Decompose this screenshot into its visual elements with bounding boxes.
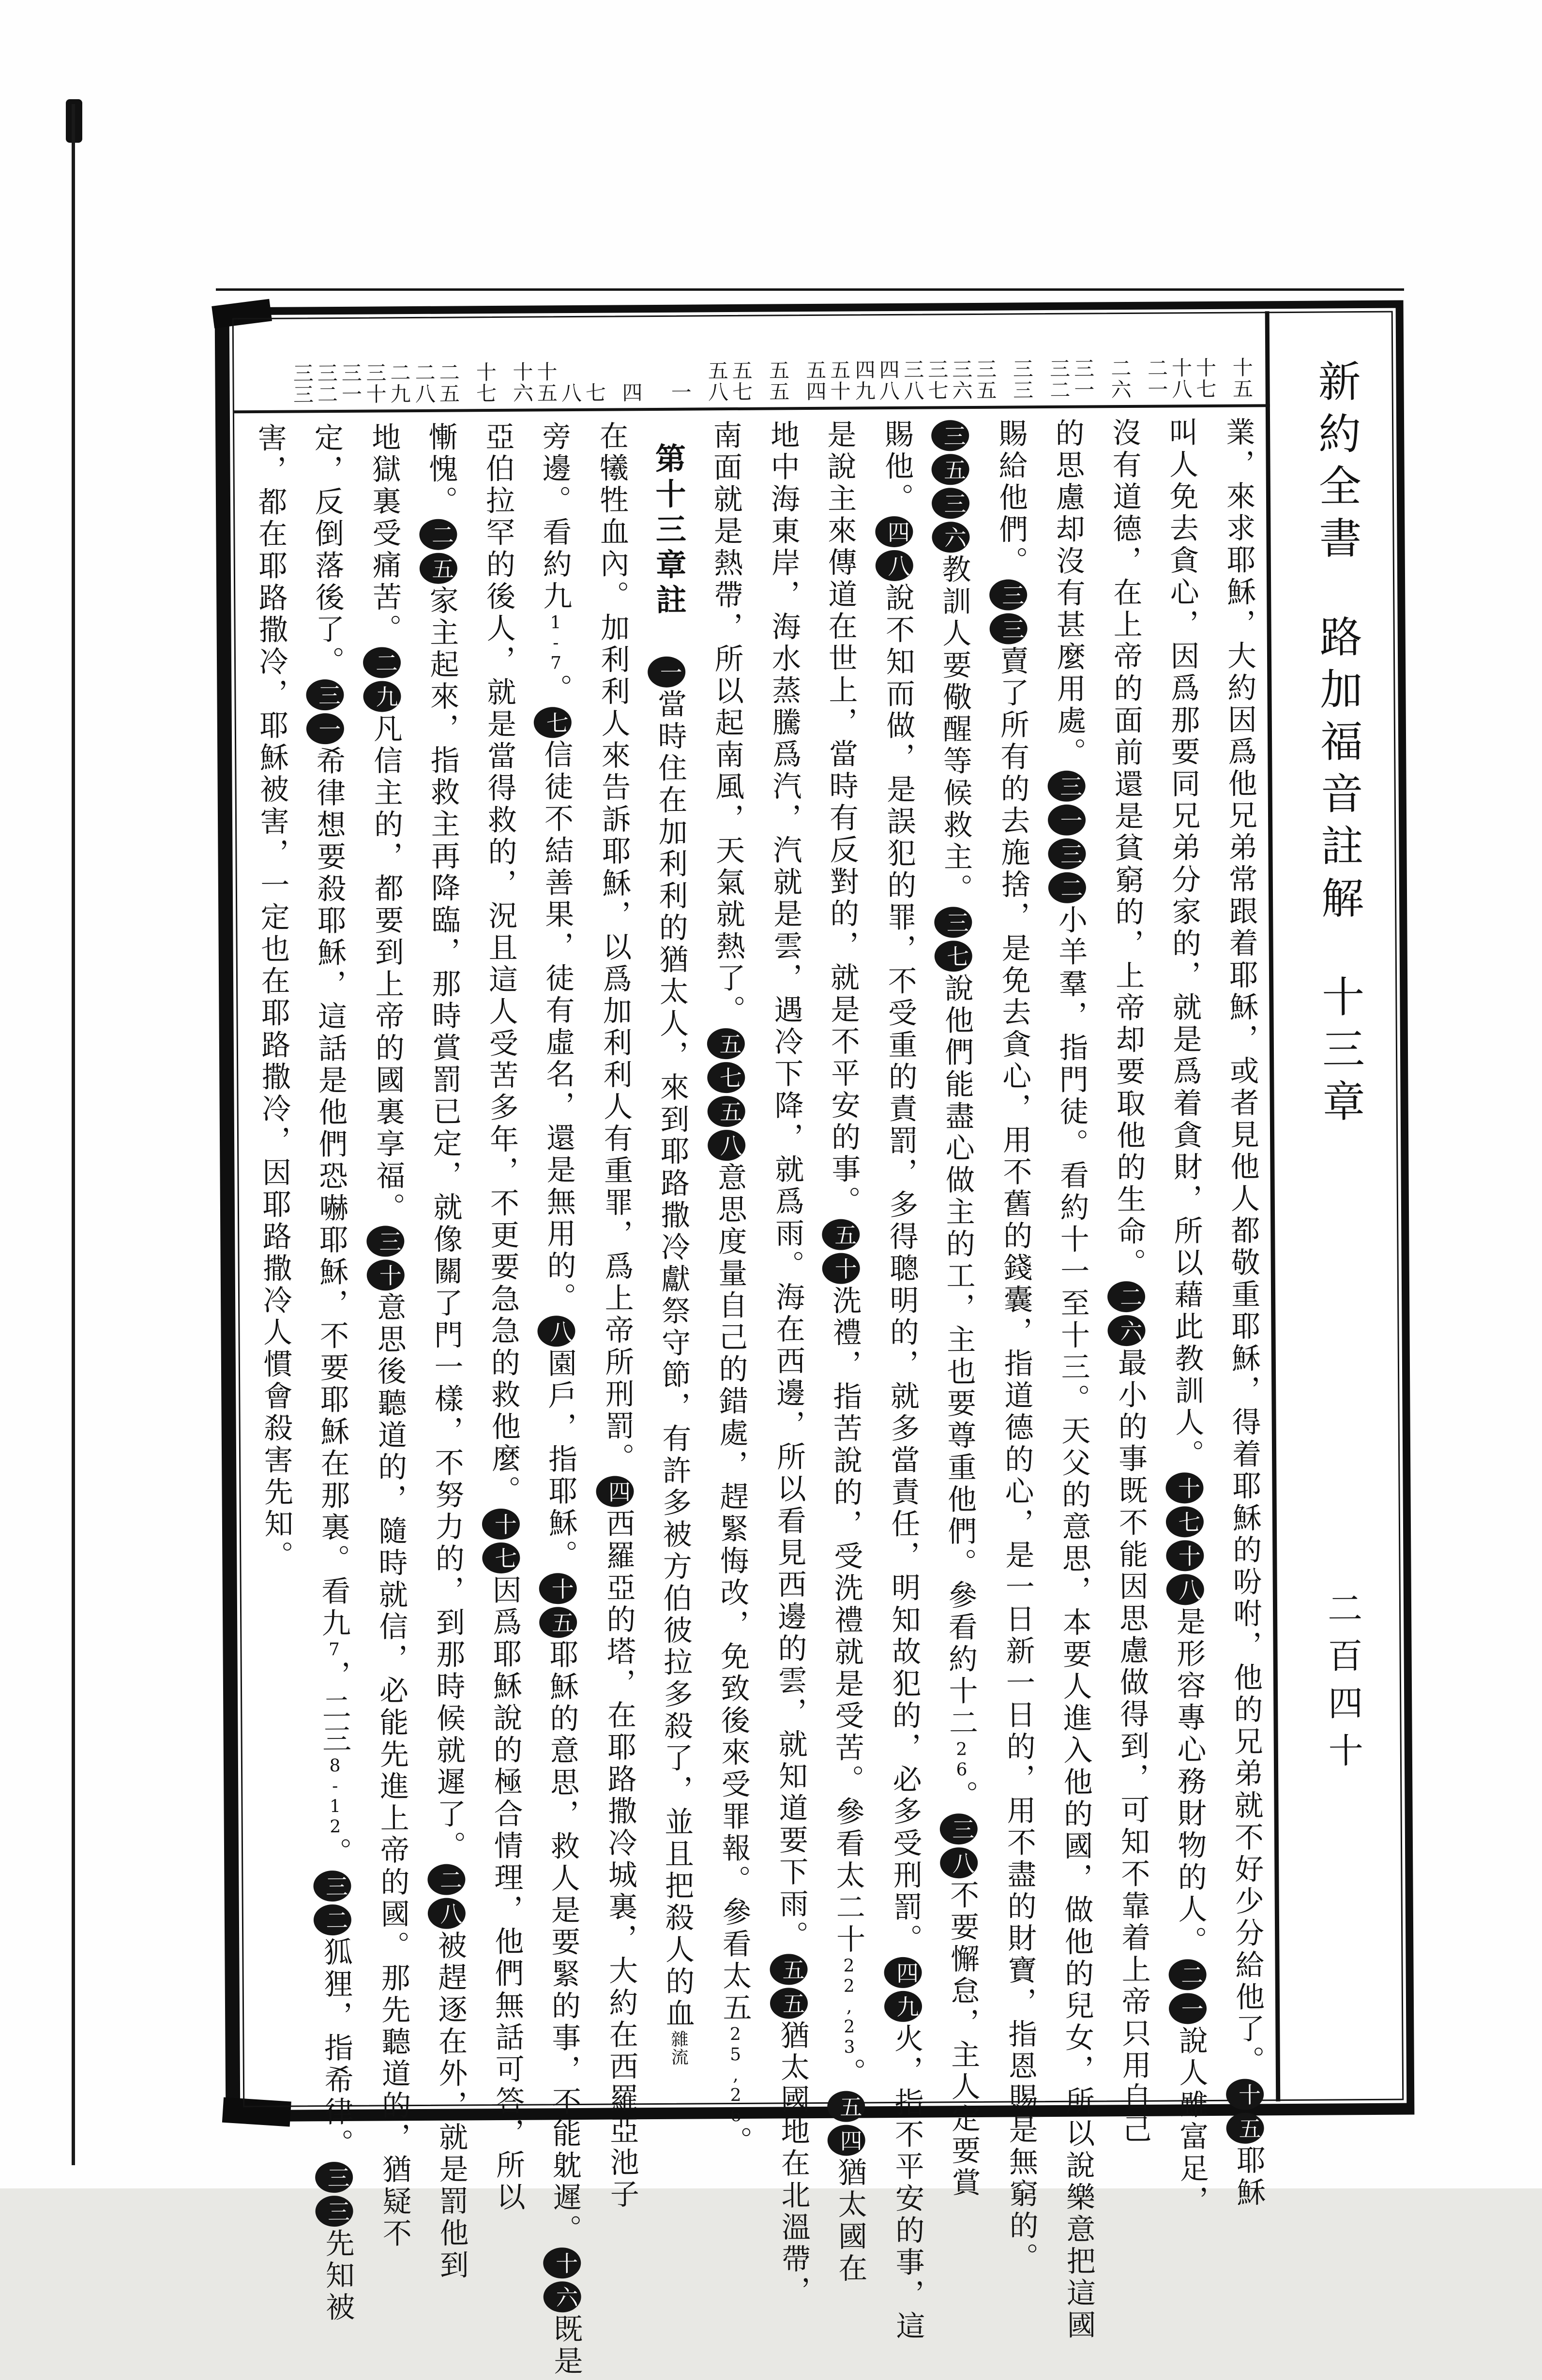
verse-badge: 七 [707,1062,745,1093]
verse-badge: 五 [707,1096,745,1127]
margin-verse-number: 三一 [338,362,363,405]
page-number: 二百四十 [1321,1590,1364,1780]
margin-slot-18 [241,324,290,406]
verse-badge: 七 [1165,1506,1203,1537]
verse-badge: 六 [544,2281,581,2312]
verse-badge: 五 [707,1028,744,1059]
verse-badge: 五 [822,1219,860,1250]
margin-verse-number: 十五 [534,361,558,404]
small-reference: 22,23 [839,1956,860,2058]
verse-badge: 一 [306,713,344,744]
margin-slot-11 [655,321,704,403]
body-column-15: 慚愧。二五家主起來，指救主再降臨，那時賞罰已定，就像關了門一樣，不努力的，到那時候就遲了。二八被趕逐在外，就是罰他到 [412,421,479,2081]
verse-badge: 六 [1107,1315,1145,1346]
body-column-1: 業，來求耶穌，大約因爲他兄弟常跟着耶穌，或者見他人都敬重耶穌，得着耶穌的吩咐，他的兄弟就不好少分給他了。十五耶穌 [1221,417,1266,2209]
small-reference: 7 [324,1639,345,1661]
verse-badge: 十 [543,2247,581,2278]
verse-badge: 六 [932,522,969,553]
title-segment: 路加福音註解 [1313,614,1365,928]
verse-badge: 五 [539,1607,577,1638]
margin-verse-number: 五七 [729,359,754,403]
verse-badge: 十 [822,1253,860,1284]
body-column-6: 三五三六教訓人要儆醒等候救主。三七說他們能盡心做主的工，主也要尊重他們。參看約十二26。三八不要懈怠，主人定要賞 [925,419,992,2079]
small-reference: 8-12 [325,1755,346,1838]
body-column-4: 的思慮却沒有甚麼用處。三一三二小羊羣，指門徒。看約十一至十三。天父的意思，本要人進入他的國，做他的兒女，所以說樂意把這國 [1039,418,1105,2078]
verse-badge: 一 [647,657,685,688]
small-reference: 雜流 [668,2030,689,2066]
margin-verse-number: 三二 [1047,358,1071,401]
book-title [1305,359,1371,1132]
verse-badge: 三 [939,1813,977,1844]
body-column-7: 賜他。四八說不知而做，是誤犯的罪，不受重的責罰，多得聰明的，就多當責任，明知故犯的，必多受刑罰。四九火，指不平安的事，這 [868,419,935,2079]
verse-badge: 十 [1226,2079,1264,2110]
body-columns [241,417,1276,2378]
margin-band-rule [234,404,1270,413]
verse-badge: 八 [537,1316,575,1347]
verse-badge: 十 [539,1573,577,1604]
margin-verse-number: 七 [582,382,606,404]
verse-badge: 十 [482,1509,520,1540]
verse-badge: 三 [934,907,972,938]
verse-badge: 四 [596,1476,634,1507]
page-edge-line [72,104,75,2165]
margin-verse-number: 十六 [510,361,534,404]
verse-badge: 三 [313,1871,351,1901]
margin-verse-number: 四 [619,382,643,404]
verse-badge: 五 [770,1988,808,2019]
margin-verse-number: 三七 [925,359,949,402]
body-column-14: 亞伯拉罕的後人，就是當得救的，況且這人受苦多年，不更要急急的救他麼。十七因爲耶穌說的極合情理，他們無話可答，所以 [481,421,526,2214]
margin-verse-number: 十八 [1168,357,1193,400]
margin-slot-13 [509,322,606,404]
verse-badge: 四 [828,2125,865,2155]
body-column-17: 定，反倒落後了。三一希律想要殺耶穌，這話是他們恐嚇耶穌，不要耶穌在那裏。看九7，二三8-12。三二狐狸，指希律。三三先知被 [298,422,365,2082]
margin-verse-number: 十七 [473,361,498,404]
small-reference: 25,26 [725,2024,746,2126]
margin-verse-number: 五八 [705,360,729,403]
body-column-8: 是說主來傳道在世上，當時有反對的，就是不平安的事。五十洗禮，指苦說的，受洗禮就是受苦。參看太二十22,23。五四猶太國在 [822,419,868,2285]
margin-slot-6 [900,320,998,402]
verse-badge: 五 [770,1954,807,1985]
margin-slot-15 [411,323,460,404]
margin-verse-number: 一 [668,381,692,403]
verse-badge: 三 [315,2196,353,2227]
margin-verse-number: 二六 [1108,357,1132,401]
page-frame [215,300,1415,2378]
verse-badge: 二 [363,647,401,678]
margin-slot-2 [1144,318,1217,400]
verse-badge: 五 [1226,2112,1264,2143]
verse-badge: 十 [1166,1540,1204,1571]
verse-badge: 二 [427,1864,465,1895]
margin-verse-band [241,318,1266,405]
verse-badge: 三 [931,488,969,519]
verse-badge: 三 [1048,838,1086,869]
title-segment: 新約全書 [1311,359,1362,569]
body-column-2: 叫人免去貪心，因爲那要同兄弟分家的，就是爲着貪財，所以藉此教訓人。十七十八是形容專心務財物的人。二一說人雖富足， [1164,417,1209,2217]
margin-slot-10 [704,321,754,403]
body-column-11: 第十三章註一當時住在加利利的猶太人，來到耶路撒冷獻祭守節，有許多被方伯彼拉多殺了，並且把殺人的血雜流 [640,420,707,2080]
verse-badge: 三 [1047,771,1085,802]
margin-verse-number: 五四 [803,359,827,403]
margin-verse-number: 十七 [1193,357,1217,400]
margin-verse-number: 三十 [363,362,387,405]
verse-badge: 七 [534,707,572,738]
body-column-10: 南面就是熱帶，所以起南風，天氣就熱了。五七五八意思度量自己的錯處，趕緊悔改，免致後來受罪報。參看太五25,26。 [697,420,764,2080]
margin-slot-12 [606,322,655,404]
margin-slot-1 [1216,318,1266,400]
outer-top-rule [216,288,1404,291]
verse-badge: 三 [989,613,1027,644]
verse-badge: 三 [931,420,969,451]
margin-slot-8 [802,321,851,403]
frame-inner-rule [232,311,1404,2378]
verse-badge: 三 [989,579,1027,610]
verse-badge: 七 [934,941,972,972]
chapter-heading: 第十三章註 [650,442,688,620]
verse-badge: 二 [1107,1281,1145,1312]
margin-verse-number: 五五 [766,359,790,403]
verse-badge: 八 [940,1847,978,1878]
body-column-13: 旁邊。看約九1-7。七信徒不結善果，徒有虛名，還是無用的。八園戶，指耶穌。十五耶穌的意思，救人是要緊的事，不能躭遲。十六既是 [526,421,593,2081]
verse-badge: 八 [1166,1574,1204,1605]
verse-badge: 五 [931,454,969,485]
verse-badge: 十 [1165,1472,1203,1503]
margin-verse-number: 二八 [412,361,437,405]
verse-badge: 一 [1168,1993,1206,2024]
margin-verse-number: 二九 [387,362,411,405]
verse-badge: 三 [306,679,344,710]
margin-slot-9 [753,321,802,403]
margin-verse-number: 三六 [949,358,973,402]
margin-slot-3 [1095,319,1144,401]
margin-verse-number: 三三 [290,362,315,405]
margin-verse-number: 二一 [1144,357,1169,400]
verse-badge: 十 [367,1259,405,1290]
margin-slot-7 [851,320,900,402]
body-column-3: 沒有道德，在上帝的面前還是貧窮的，上帝却要取他的生命。二六最小的事既不能因思慮做得到，可知不靠着上帝只用自己 [1107,417,1152,2146]
verse-badge: 八 [875,550,913,581]
verse-badge: 一 [1047,805,1085,836]
small-reference: 1-7 [545,613,566,674]
verse-badge: 三 [315,2162,352,2193]
margin-verse-number: 五十 [827,359,851,402]
verse-badge: 二 [1168,1959,1206,1990]
margin-verse-number: 二五 [436,361,461,404]
body-column-12: 在犧牲血內。加利利人來告訴耶穌，以爲加利利人有重罪，爲上帝所刑罰。四西羅亞的塔，在耶路撒冷城裏，大約在西羅亞池子 [594,420,640,2211]
margin-verse-number: 四八 [876,359,901,402]
verse-badge: 二 [1048,872,1086,903]
margin-verse-number: 三三 [1010,358,1034,401]
verse-badge: 四 [875,516,913,547]
margin-slot-17 [289,324,363,405]
title-segment: 十三章 [1315,974,1366,1132]
margin-slot-16 [362,323,411,405]
margin-verse-number: 三五 [973,358,998,401]
verse-badge: 八 [707,1130,745,1161]
verse-badge: 七 [482,1542,520,1573]
margin-slot-5 [997,319,1046,401]
verse-badge: 三 [366,1226,404,1257]
small-reference: 26 [952,1739,972,1781]
verse-badge: 五 [419,553,457,584]
verse-badge: 二 [313,1904,351,1935]
verse-badge: 九 [884,1991,922,2022]
verse-badge: 九 [363,681,401,712]
margin-slot-4 [1046,319,1095,401]
margin-slot-14 [460,323,510,404]
margin-verse-number: 四九 [852,359,877,402]
body-column-5: 賜給他們。三三賣了所有的去施捨，是免去貪心，用不舊的錢囊，指道德的心，是一日新一日的，用不盡的財寶，指恩賜是無窮的。 [982,418,1048,2078]
verse-badge: 八 [427,1898,465,1929]
verse-badge: 四 [884,1957,922,1988]
margin-verse-number: 八 [558,382,582,404]
margin-verse-number: 三一 [1071,358,1095,401]
margin-verse-number: 三八 [901,359,925,402]
verse-badge: 五 [827,2091,865,2122]
body-column-18: 害，都在耶路撒冷，耶穌被害，一定也在耶路撒冷，因耶路撒冷人慣會殺害先知。 [253,422,294,1573]
body-column-16: 地獄裏受痛苦。二九凡信主的，都要到上帝的國裏享福。三十意思後聽道的，隨時就信，必能先進上帝的國。那先聽道的，猶疑不 [355,422,422,2082]
verse-badge: 二 [419,519,457,550]
body-column-9: 地中海東岸，海水蒸騰爲汽，汽就是雲，遇冷下降，就爲雨。海在西邊，所以看見西邊的雲，就知道要下雨。五五猶太國地在北溫帶， [766,419,811,2308]
margin-verse-number: 三二 [314,362,339,405]
margin-verse-number: 十五 [1229,357,1254,400]
